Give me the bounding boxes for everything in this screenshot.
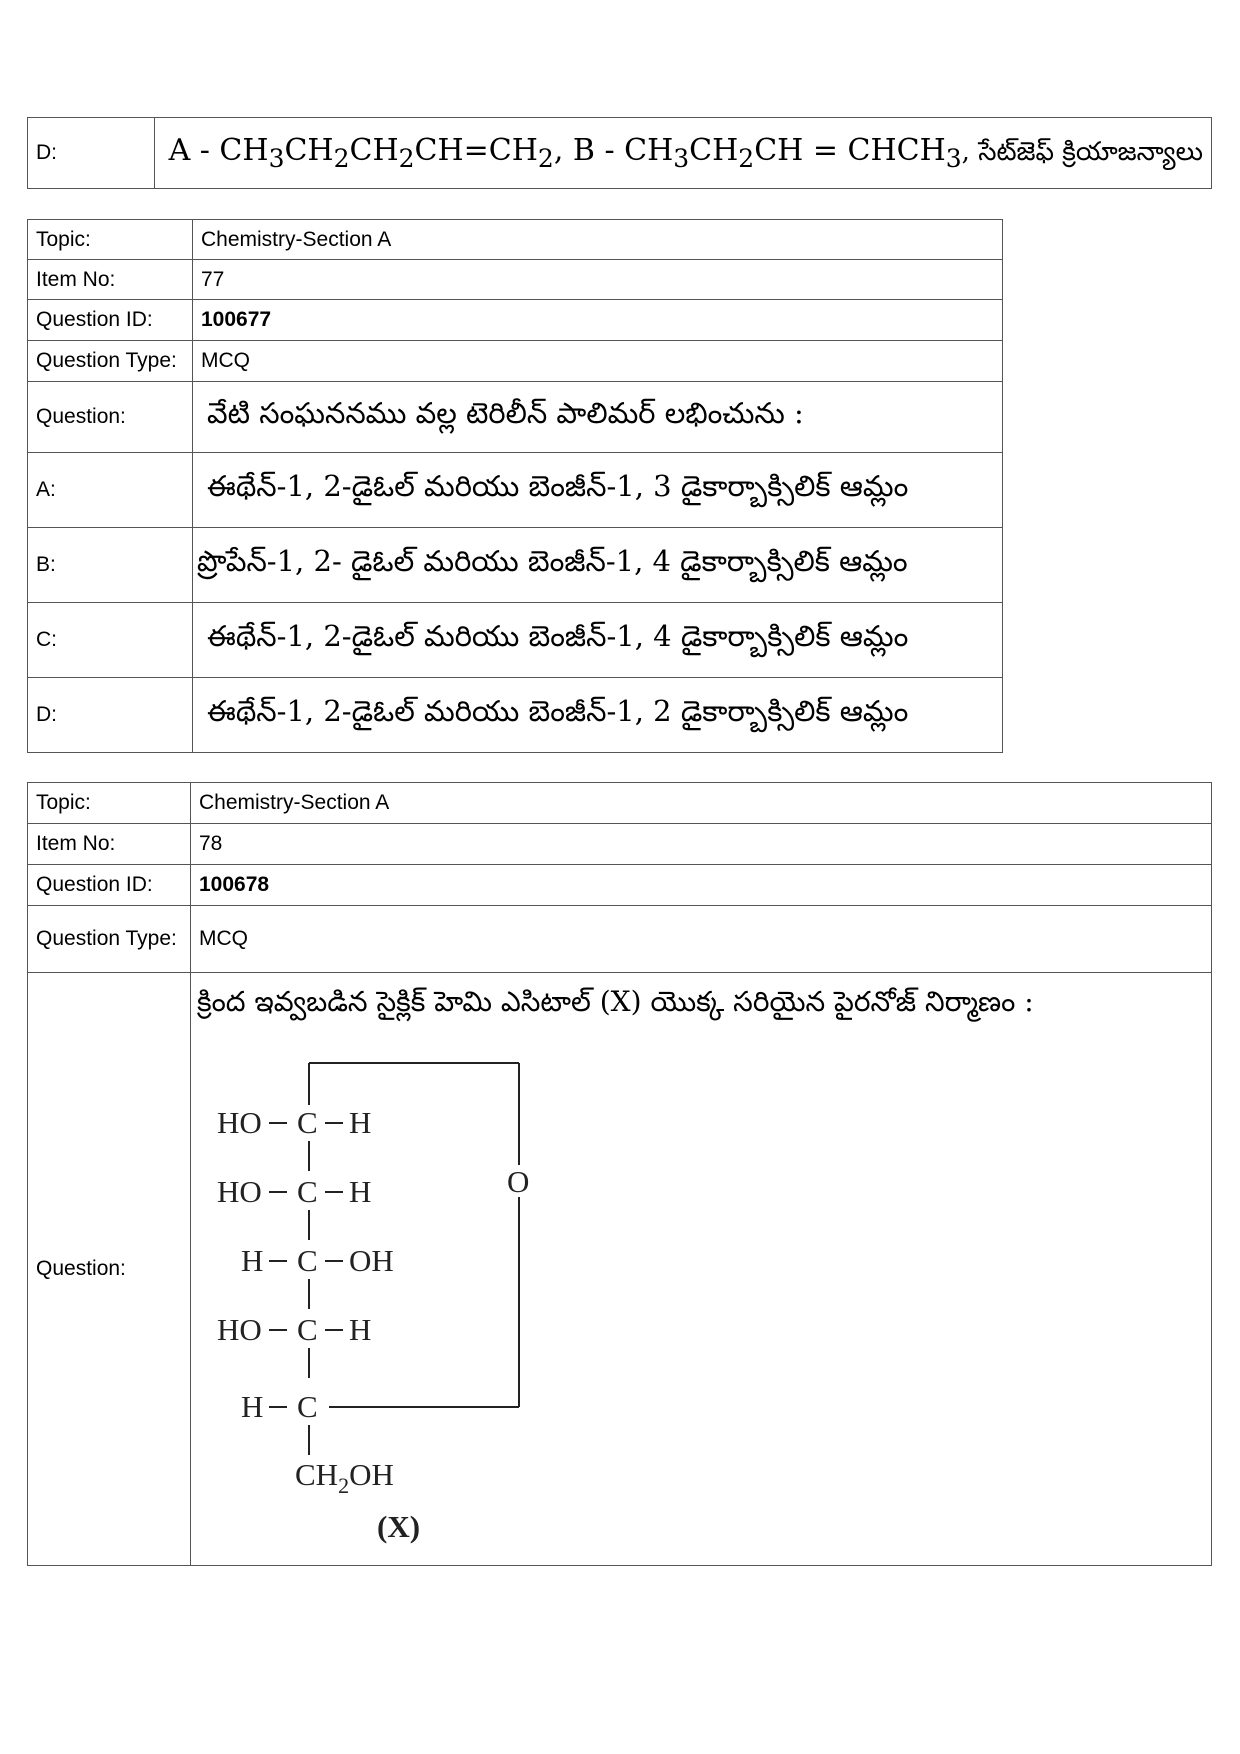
row5-carbon: C bbox=[297, 1389, 318, 1424]
row2-carbon: C bbox=[297, 1174, 318, 1209]
question-type-value: MCQ bbox=[193, 341, 1003, 382]
row2-left: HO bbox=[217, 1174, 262, 1209]
topic-label: Topic: bbox=[28, 220, 193, 260]
question-type-value: MCQ bbox=[191, 906, 1212, 973]
option-label: D: bbox=[28, 118, 155, 189]
question-type-label: Question Type: bbox=[28, 906, 191, 973]
hemiacetal-structure bbox=[197, 1035, 557, 1545]
option-d-label: D: bbox=[28, 678, 193, 753]
option-text: $A - CH_3CH_2CH_2CH=CH_2$, B - $CH_3CH_2CH$ = $CHCH_3$, సేట్‌జెఫ్ క్రియాజన్యాలు bbox=[154, 118, 1211, 189]
question-id-value: 100677 bbox=[193, 300, 1003, 341]
row4-carbon: C bbox=[297, 1312, 318, 1347]
option-b-text: ప్రొపేన్-1, 2- డైఓల్ మరియు బెంజీన్-1, 4 డైకార్బాక్సిలిక్ ఆమ్లం bbox=[193, 528, 1003, 603]
row1-left: HO bbox=[217, 1105, 262, 1140]
structure-caption: (X) bbox=[377, 1509, 421, 1544]
question-id-label: Question ID: bbox=[28, 300, 193, 341]
row1-right: H bbox=[349, 1105, 372, 1140]
row4-left: HO bbox=[217, 1312, 262, 1347]
item-no-label: Item No: bbox=[28, 824, 191, 865]
option-a-text: ఈథేన్-1, 2-డైఓల్ మరియు బెంజీన్-1, 3 డైకార్బాక్సిలిక్ ఆమ్లం bbox=[193, 453, 1003, 528]
question-77-table bbox=[27, 219, 1003, 753]
question-body bbox=[191, 973, 1212, 1566]
option-c-text: ఈథేన్-1, 2-డైఓల్ మరియు బెంజీన్-1, 4 డైకార్బాక్సిలిక్ ఆమ్లం bbox=[193, 603, 1003, 678]
row3-right: OH bbox=[349, 1243, 394, 1278]
question-label: Question: bbox=[28, 382, 193, 453]
option-d-text: ఈథేన్-1, 2-డైఓల్ మరియు బెంజీన్-1, 2 డైకార్బాక్సిలిక్ ఆమ్లం bbox=[193, 678, 1003, 753]
question-id-label: Question ID: bbox=[28, 865, 191, 906]
item-no-value: 78 bbox=[191, 824, 1212, 865]
question-text: వేటి సంఘననము వల్ల టెరిలీన్ పాలిమర్ లభించును : bbox=[193, 382, 1003, 453]
option-b-label: B: bbox=[28, 528, 193, 603]
item-no-value: 77 bbox=[193, 260, 1003, 300]
question-type-label: Question Type: bbox=[28, 341, 193, 382]
row3-left: H bbox=[241, 1243, 264, 1278]
option-c-label: C: bbox=[28, 603, 193, 678]
topic-value: Chemistry-Section A bbox=[193, 220, 1003, 260]
ch2oh: $CH_2OH$ bbox=[295, 1457, 394, 1498]
option-a-label: A: bbox=[28, 453, 193, 528]
row3-carbon: C bbox=[297, 1243, 318, 1278]
question-78-table bbox=[27, 782, 1212, 1566]
row1-carbon: C bbox=[297, 1105, 318, 1140]
question-id-value: 100678 bbox=[191, 865, 1212, 906]
topic-label: Topic: bbox=[28, 783, 191, 824]
prev-option-table bbox=[27, 117, 1212, 189]
topic-value: Chemistry-Section A bbox=[191, 783, 1212, 824]
ring-oxygen: O bbox=[507, 1164, 530, 1199]
question-label: Question: bbox=[28, 973, 191, 1566]
row5-left: H bbox=[241, 1389, 264, 1424]
row2-right: H bbox=[349, 1174, 372, 1209]
question-text: క్రింద ఇవ్వబడిన సైక్లిక్ హెమి ఎసిటాల్ (X) యొక్క సరియైన పైరనోజ్ నిర్మాణం : bbox=[197, 985, 1034, 1018]
item-no-label: Item No: bbox=[28, 260, 193, 300]
row4-right: H bbox=[349, 1312, 372, 1347]
